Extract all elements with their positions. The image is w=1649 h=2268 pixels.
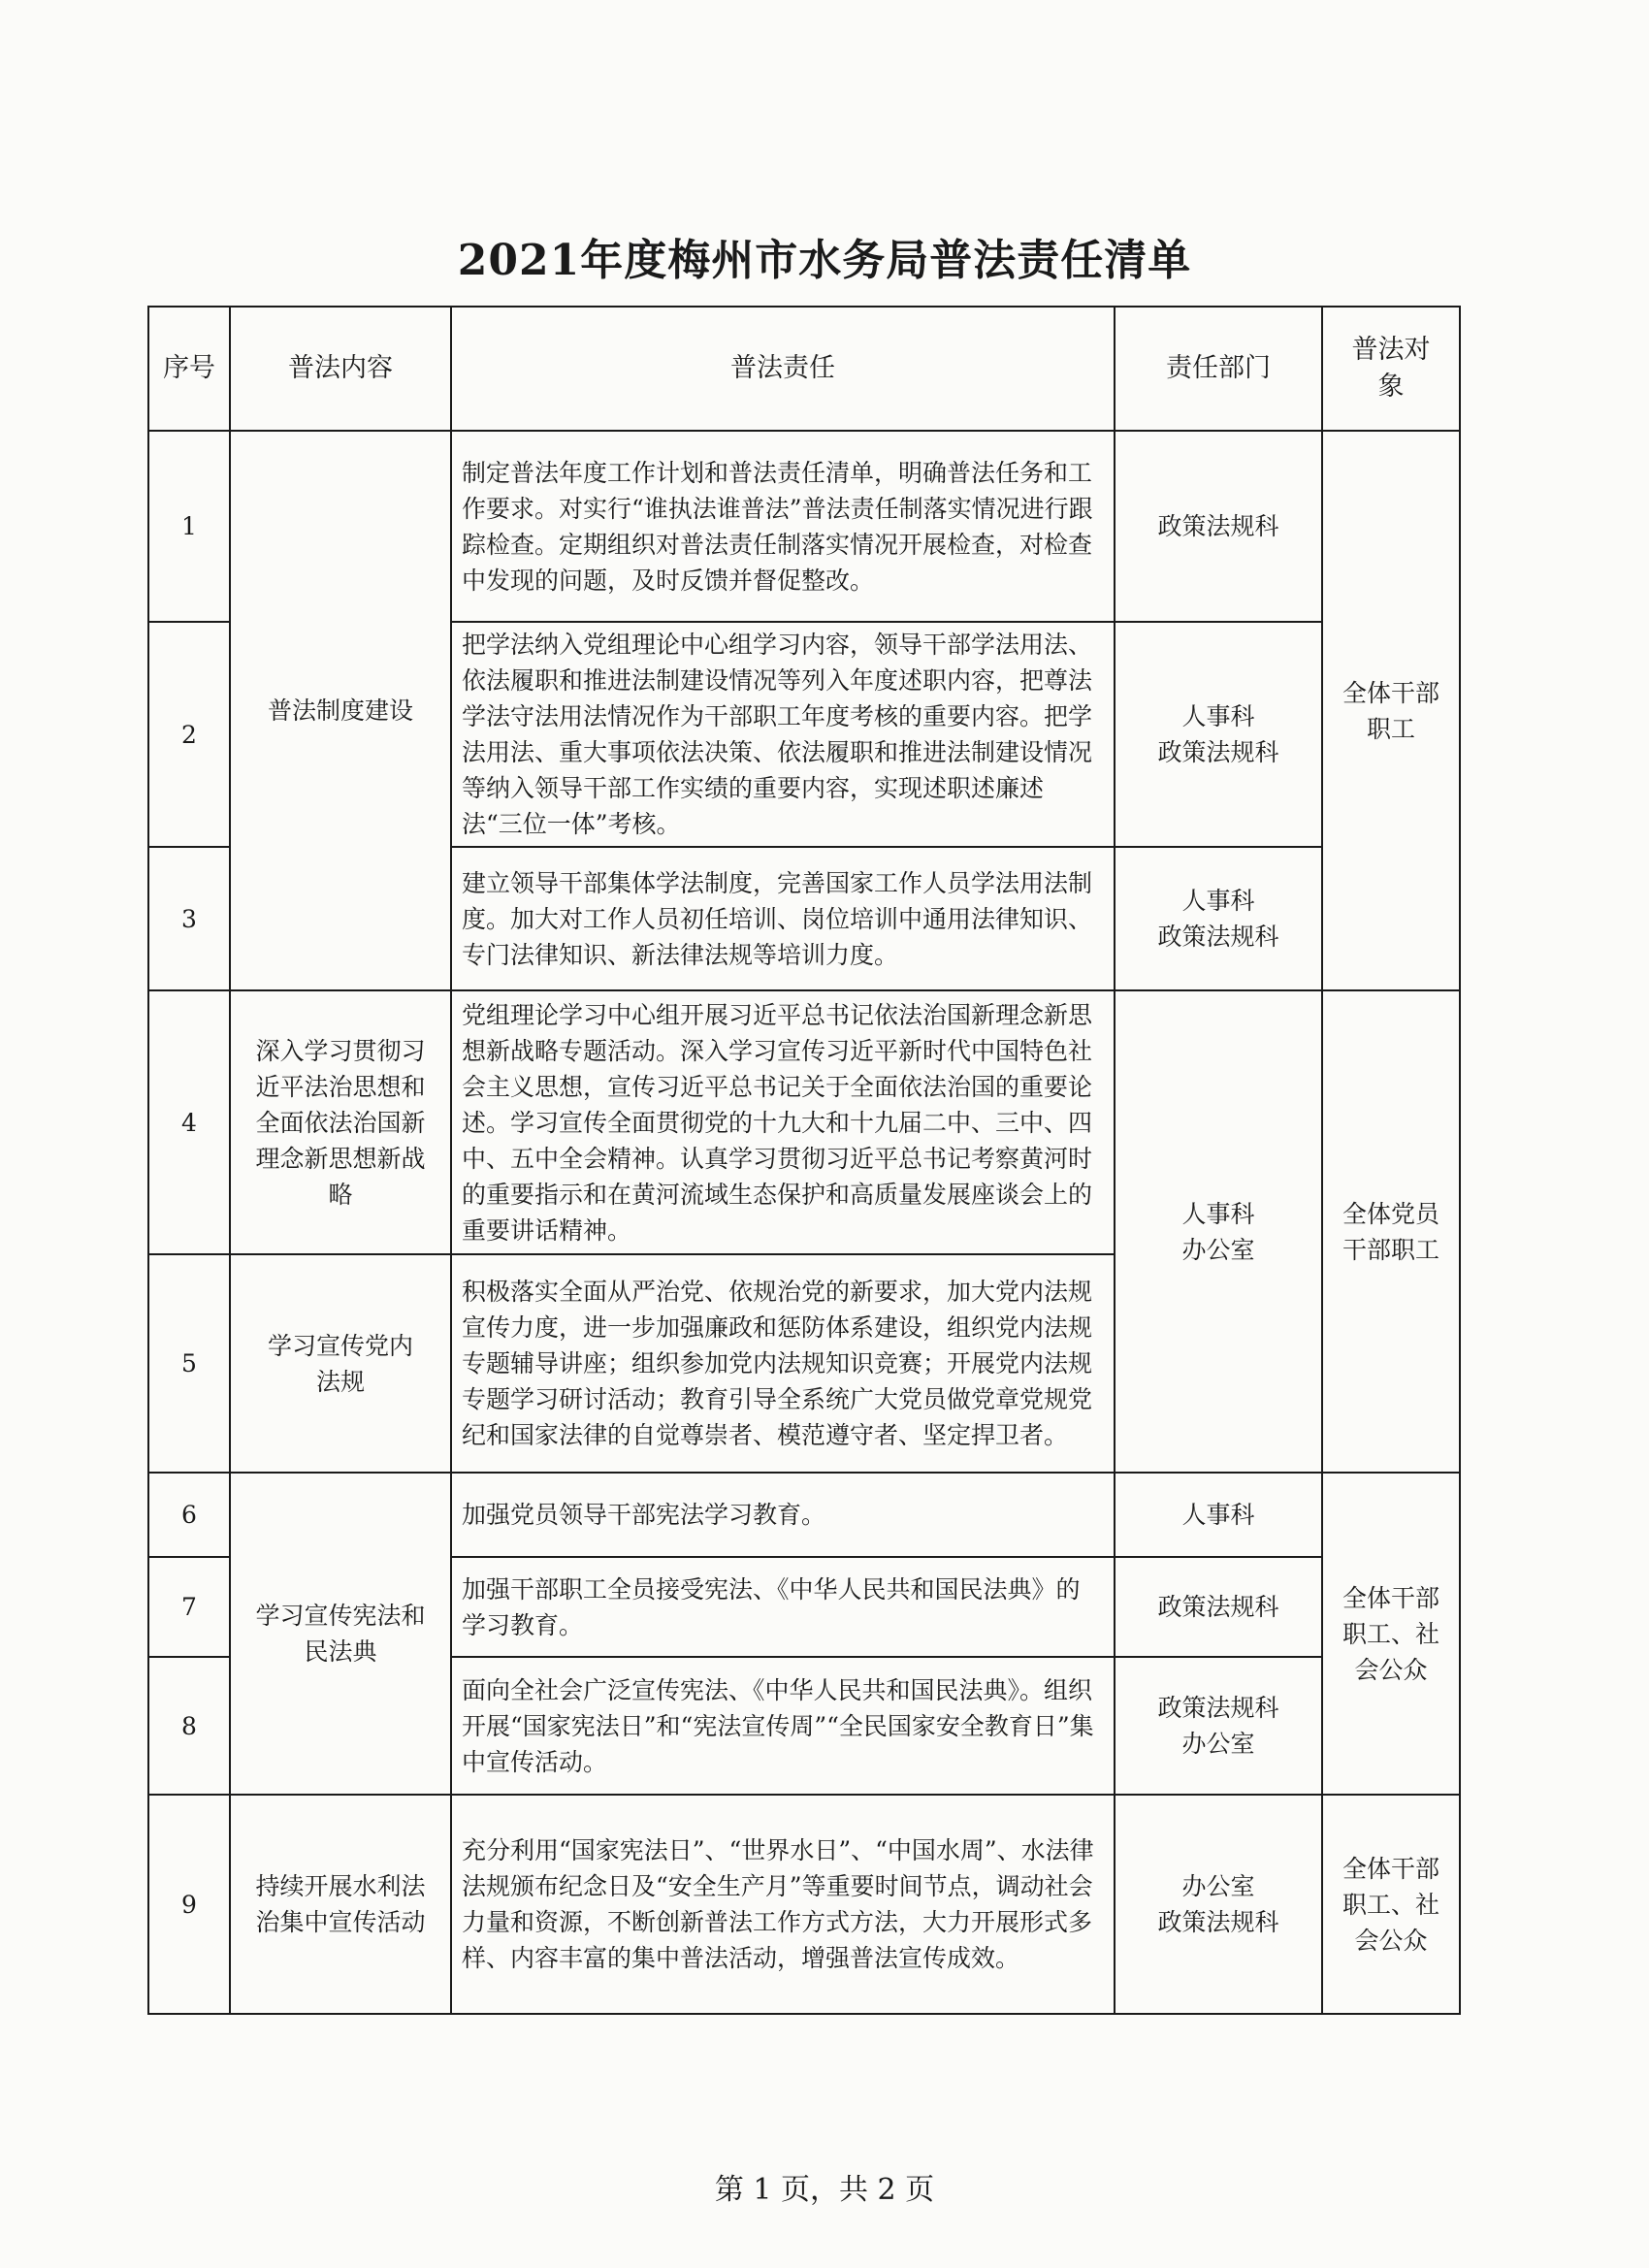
department-cell: 人事科 办公室 [1115,990,1322,1473]
responsibility-cell: 加强干部职工全员接受宪法、《中华人民共和国民法典》的学习教育。 [451,1557,1115,1657]
row-number: 7 [148,1557,230,1657]
responsibility-cell: 党组理论学习中心组开展习近平总书记依法治国新理念新思想新战略专题活动。深入学习宣传习近平新时代中国特色社会主义思想，宣传习近平总书记关于全面依法治国的重要论述。学习宣传全面贯彻党的十九大和十九届二中、三中、四中、五中全会精神。认真学习贯彻习近平总书记考察黄河时的重要指示和在黄河流域生态保护和高质量发展座谈会上的重要讲话精神。 [451,990,1115,1254]
header-target: 普法对象 [1322,307,1460,431]
content-group: 深入学习贯彻习近平法治思想和全面依法治国新理念新思想新战略 [230,990,451,1254]
department-cell: 人事科 政策法规科 [1115,622,1322,847]
row-number: 3 [148,847,230,990]
target-cell: 全体干部职工、社会公众 [1322,1473,1460,1795]
row-number: 9 [148,1795,230,2014]
row-number: 4 [148,990,230,1254]
table-row [148,990,1460,1254]
responsibility-cell: 制定普法年度工作计划和普法责任清单，明确普法任务和工作要求。对实行“谁执法谁普法”普法责任制落实情况进行跟踪检查。定期组织对普法责任制落实情况开展检查，对检查中发现的问题，及时反馈并督促整改。 [451,431,1115,622]
target-cell: 全体党员干部职工 [1322,990,1460,1473]
table-row [148,1795,1460,2014]
content-group: 持续开展水利法治集中宣传活动 [230,1795,451,2014]
department-cell: 办公室 政策法规科 [1115,1795,1322,2014]
department-cell: 人事科 政策法规科 [1115,847,1322,990]
row-number: 1 [148,431,230,622]
responsibility-cell: 积极落实全面从严治党、依规治党的新要求，加大党内法规宣传力度，进一步加强廉政和惩防体系建设，组织党内法规专题辅导讲座；组织参加党内法规知识竞赛；开展党内法规专题学习研讨活动；教育引导全系统广大党员做党章党规党纪和国家法律的自觉尊崇者、模范遵守者、坚定捍卫者。 [451,1254,1115,1473]
department-cell: 政策法规科 [1115,1557,1322,1657]
row-number: 6 [148,1473,230,1557]
table-header-row [148,307,1460,431]
responsibility-cell: 建立领导干部集体学法制度，完善国家工作人员学法用法制度。加大对工作人员初任培训、岗位培训中通用法律知识、专门法律知识、新法律法规等培训力度。 [451,847,1115,990]
target-cell: 全体干部职工、社会公众 [1322,1795,1460,2014]
row-number: 8 [148,1657,230,1795]
responsibility-table [147,306,1461,2015]
content-group: 学习宣传宪法和民法典 [230,1473,451,1795]
header-department: 责任部门 [1115,307,1322,431]
header-no: 序号 [148,307,230,431]
responsibility-cell: 面向全社会广泛宣传宪法、《中华人民共和国民法典》。组织开展“国家宪法日”和“宪法宣传周”“全民国家安全教育日”集中宣传活动。 [451,1657,1115,1795]
responsibility-cell: 把学法纳入党组理论中心组学习内容，领导干部学法用法、依法履职和推进法制建设情况等列入年度述职内容，把尊法学法守法用法情况作为干部职工年度考核的重要内容。把学法用法、重大事项依法决策、依法履职和推进法制建设情况等纳入领导干部工作实绩的重要内容，实现述职述廉述法“三位一体”考核。 [451,622,1115,847]
table-row [148,431,1460,622]
target-cell: 全体干部职工 [1322,431,1460,990]
row-number: 5 [148,1254,230,1473]
page-title: 2021年度梅州市水务局普法责任清单 [457,236,1192,285]
department-cell: 政策法规科 [1115,431,1322,622]
department-cell: 政策法规科 办公室 [1115,1657,1322,1795]
header-responsibility: 普法责任 [451,307,1115,431]
header-content: 普法内容 [230,307,451,431]
responsibility-cell: 充分利用“国家宪法日”、“世界水日”、“中国水周”、水法律法规颁布纪念日及“安全生产月”等重要时间节点，调动社会力量和资源，不断创新普法工作方式方法，大力开展形式多样、内容丰富的集中普法活动，增强普法宣传成效。 [451,1795,1115,2014]
table-row [148,1473,1460,1557]
page-footer: 第 1 页，共 2 页 [714,2173,935,2207]
content-group: 普法制度建设 [230,431,451,990]
department-cell: 人事科 [1115,1473,1322,1557]
responsibility-cell: 加强党员领导干部宪法学习教育。 [451,1473,1115,1557]
content-group: 学习宣传党内法规 [230,1254,451,1473]
row-number: 2 [148,622,230,847]
